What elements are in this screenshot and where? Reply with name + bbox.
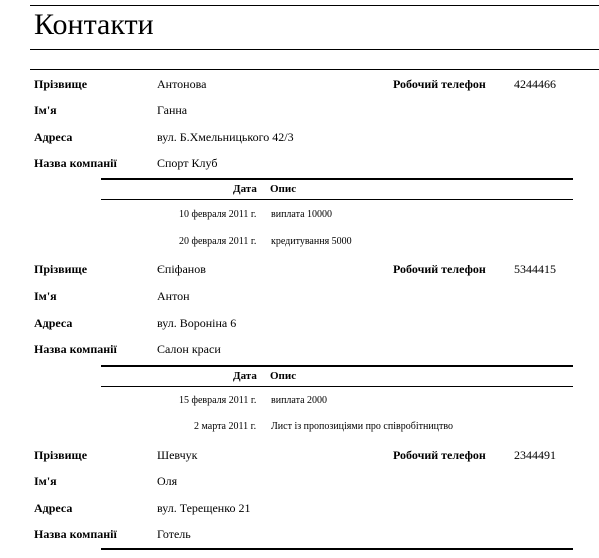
address-label: Адреса	[34, 501, 73, 515]
first-name-label: Ім'я	[34, 289, 57, 303]
first-name-value: Оля	[157, 474, 178, 488]
work-phone-value: 4244466	[514, 77, 556, 91]
events-desc-header: Опис	[270, 183, 297, 195]
company-value: Спорт Клуб	[157, 156, 218, 170]
work-phone-value: 5344415	[514, 262, 556, 276]
first-name-label: Ім'я	[34, 474, 57, 488]
first-name-value: Антон	[157, 289, 190, 303]
events-subreport	[0, 363, 599, 443]
event-description: Лист із пропозиціями про співробітництво	[271, 421, 454, 432]
event-date: 15 февраля 2011 г.	[179, 395, 257, 406]
events-date-header: Дата	[233, 370, 257, 382]
company-label: Назва компанії	[34, 527, 117, 541]
events-date-header: Дата	[233, 183, 257, 195]
company-value: Салон краси	[157, 342, 221, 356]
contact-record	[0, 448, 599, 558]
address-label: Адреса	[34, 130, 73, 144]
last-name-value: Шевчук	[157, 448, 198, 462]
company-value: Готель	[157, 527, 191, 541]
header-rule	[30, 69, 599, 70]
last-name-label: Прізвище	[34, 448, 88, 462]
events-subreport	[0, 176, 599, 256]
company-label: Назва компанії	[34, 156, 117, 170]
last-name-label: Прізвище	[34, 262, 88, 276]
work-phone-label: Робочий телефон	[393, 262, 486, 276]
event-date: 20 февраля 2011 г.	[179, 236, 257, 247]
event-date: 10 февраля 2011 г.	[179, 209, 257, 220]
subreport-header-rule	[101, 199, 573, 200]
address-value: вул. Б.Хмельницького 42/3	[157, 130, 294, 144]
last-name-value: Антонова	[157, 77, 207, 91]
contact-record	[0, 77, 599, 187]
event-description: виплата 2000	[271, 395, 328, 406]
first-name-value: Ганна	[157, 103, 188, 117]
work-phone-label: Робочий телефон	[393, 77, 486, 91]
address-value: вул. Вороніна 6	[157, 316, 237, 330]
top-rule-2	[30, 49, 599, 50]
last-name-value: Єпіфанов	[157, 262, 206, 276]
company-label: Назва компанії	[34, 342, 117, 356]
subreport-header-rule	[101, 386, 573, 387]
address-value: вул. Терещенко 21	[157, 501, 251, 515]
contact-record	[0, 262, 599, 372]
last-name-label: Прізвище	[34, 77, 88, 91]
top-rule-1	[30, 5, 599, 6]
subreport-top-rule	[101, 178, 573, 180]
address-label: Адреса	[34, 316, 73, 330]
first-name-label: Ім'я	[34, 103, 57, 117]
work-phone-value: 2344491	[514, 448, 556, 462]
subreport-top-rule	[101, 365, 573, 367]
event-date: 2 марта 2011 г.	[194, 421, 257, 432]
work-phone-label: Робочий телефон	[393, 448, 486, 462]
subreport-top-rule	[101, 548, 573, 550]
event-description: виплата 10000	[271, 209, 333, 220]
events-desc-header: Опис	[270, 370, 297, 382]
event-description: кредитування 5000	[271, 236, 352, 247]
page-title: Контакти	[34, 8, 154, 41]
